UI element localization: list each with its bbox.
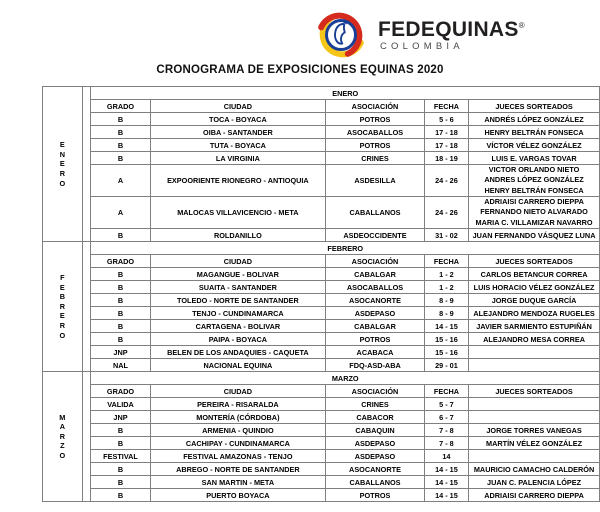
cell-ciudad: PUERTO BOYACA — [150, 489, 326, 502]
schedule-table — [42, 86, 600, 502]
table-row[interactable] — [43, 139, 600, 152]
cell-asociacion: POTROS — [326, 139, 425, 152]
cell-jueces: CARLOS BETANCUR CORREA — [469, 268, 600, 281]
cell-jueces: LUIS HORACIO VÉLEZ GONZÁLEZ — [469, 281, 600, 294]
cell-grado: NAL — [91, 359, 150, 372]
cell-grado: B — [91, 320, 150, 333]
judge-name: ADRIAISI CARRERO DIEPPA — [484, 197, 584, 207]
fedequinas-logo — [310, 12, 525, 58]
cell-fecha: 1 - 2 — [424, 268, 468, 281]
table-row[interactable] — [43, 165, 600, 197]
schedule-sheet — [42, 86, 600, 502]
column-header-ciudad: CIUDAD — [150, 100, 326, 113]
table-row[interactable] — [43, 113, 600, 126]
cell-jueces: ALEJANDRO MENDOZA RUGELES — [469, 307, 600, 320]
cell-fecha: 7 - 8 — [424, 424, 468, 437]
schedule-table-body — [43, 87, 600, 502]
month-side-label-marzo — [43, 372, 83, 502]
month-side-label-febrero — [43, 242, 83, 372]
table-row[interactable] — [43, 229, 600, 242]
cell-fecha: 24 - 26 — [424, 197, 468, 229]
month-banner-marzo: MARZO — [91, 372, 600, 385]
cell-asociacion: ASOCABALLOS — [326, 281, 425, 294]
table-row[interactable] — [43, 463, 600, 476]
table-row[interactable] — [43, 346, 600, 359]
cell-grado: B — [91, 489, 150, 502]
cell-asociacion: CABALLANOS — [326, 197, 425, 229]
table-row[interactable] — [43, 197, 600, 229]
grid-gutter — [82, 242, 91, 372]
cell-jueces — [469, 346, 600, 359]
column-header-jueces: JUECES SORTEADOS — [469, 385, 600, 398]
cell-fecha: 1 - 2 — [424, 281, 468, 294]
cell-fecha: 24 - 26 — [424, 165, 468, 197]
table-row[interactable] — [43, 424, 600, 437]
cell-fecha: 15 - 16 — [424, 346, 468, 359]
cell-grado: VALIDA — [91, 398, 150, 411]
table-row[interactable] — [43, 268, 600, 281]
cell-fecha: 31 - 02 — [424, 229, 468, 242]
cell-jueces: JUAN C. PALENCIA LÓPEZ — [469, 476, 600, 489]
column-header-jueces: JUECES SORTEADOS — [469, 100, 600, 113]
cell-ciudad: PAIPA - BOYACA — [150, 333, 326, 346]
table-row[interactable] — [43, 281, 600, 294]
cell-jueces: JORGE TORRES VANEGAS — [469, 424, 600, 437]
cell-ciudad: MALOCAS VILLAVICENCIO - META — [150, 197, 326, 229]
cell-jueces — [469, 398, 600, 411]
column-header-row — [43, 255, 600, 268]
column-header-fecha: FECHA — [424, 385, 468, 398]
cell-grado: B — [91, 113, 150, 126]
table-row[interactable] — [43, 489, 600, 502]
cell-fecha: 5 - 6 — [424, 113, 468, 126]
cell-ciudad: BELEN DE LOS ANDAQUIES - CAQUETA — [150, 346, 326, 359]
judge-name: MARIA C. VILLAMIZAR NAVARRO — [475, 217, 593, 227]
cell-jueces — [469, 165, 600, 197]
cell-asociacion: ASDEOCCIDENTE — [326, 229, 425, 242]
month-side-label-text: M A R Z O — [59, 412, 66, 461]
cell-fecha: 14 — [424, 450, 468, 463]
cell-ciudad: FESTIVAL AMAZONAS - TENJO — [150, 450, 326, 463]
cell-fecha: 6 - 7 — [424, 411, 468, 424]
cell-grado: B — [91, 476, 150, 489]
cell-fecha: 8 - 9 — [424, 307, 468, 320]
horse-head-in-tricolor-circle-icon — [310, 12, 372, 58]
column-header-asociacion: ASOCIACIÓN — [326, 100, 425, 113]
cell-fecha: 14 - 15 — [424, 463, 468, 476]
table-row[interactable] — [43, 411, 600, 424]
month-banner-row — [43, 87, 600, 100]
cell-ciudad: LA VIRGINIA — [150, 152, 326, 165]
table-row[interactable] — [43, 126, 600, 139]
cell-jueces: JUAN FERNANDO VÁSQUEZ LUNA — [469, 229, 600, 242]
cell-ciudad: ARMENIA - QUINDIO — [150, 424, 326, 437]
cell-jueces: ANDRÉS LÓPEZ GONZÁLEZ — [469, 113, 600, 126]
cell-asociacion: CABACOR — [326, 411, 425, 424]
cell-grado: FESTIVAL — [91, 450, 150, 463]
registered-mark: ® — [518, 20, 525, 30]
cell-grado: JNP — [91, 346, 150, 359]
cell-jueces — [469, 197, 600, 229]
cell-fecha: 15 - 16 — [424, 333, 468, 346]
cell-fecha: 17 - 18 — [424, 126, 468, 139]
cell-asociacion: CRINES — [326, 398, 425, 411]
table-row[interactable] — [43, 320, 600, 333]
cell-ciudad: TOLEDO - NORTE DE SANTANDER — [150, 294, 326, 307]
cell-asociacion: ACABACA — [326, 346, 425, 359]
column-header-ciudad: CIUDAD — [150, 255, 326, 268]
cell-jueces: ADRIAISI CARRERO DIEPPA — [469, 489, 600, 502]
cell-jueces — [469, 450, 600, 463]
cell-fecha: 18 - 19 — [424, 152, 468, 165]
cell-grado: B — [91, 333, 150, 346]
table-row[interactable] — [43, 437, 600, 450]
cell-grado: B — [91, 294, 150, 307]
cell-grado: B — [91, 424, 150, 437]
cell-jueces: HENRY BELTRÁN FONSECA — [469, 126, 600, 139]
cell-asociacion: ASDEPASO — [326, 450, 425, 463]
grid-gutter — [82, 87, 91, 242]
table-row[interactable] — [43, 476, 600, 489]
month-side-label-text: E N E R O — [59, 140, 66, 188]
cell-grado: A — [91, 197, 150, 229]
cell-jueces: JORGE DUQUE GARCÍA — [469, 294, 600, 307]
cell-ciudad: CARTAGENA - BOLIVAR — [150, 320, 326, 333]
cell-grado: B — [91, 307, 150, 320]
cell-ciudad: PEREIRA - RISARALDA — [150, 398, 326, 411]
brand-header — [0, 8, 600, 62]
grid-gutter — [82, 372, 91, 502]
month-banner-row — [43, 372, 600, 385]
cell-jueces: JAVIER SARMIENTO ESTUPIÑÁN — [469, 320, 600, 333]
month-banner-febrero: FEBRERO — [91, 242, 600, 255]
column-header-grado: GRADO — [91, 385, 150, 398]
month-side-label-enero — [43, 87, 83, 242]
cell-grado: B — [91, 152, 150, 165]
judge-name: VICTOR ORLANDO NIETO — [488, 165, 580, 174]
cell-asociacion: POTROS — [326, 113, 425, 126]
cell-grado: B — [91, 229, 150, 242]
column-header-asociacion: ASOCIACIÓN — [326, 385, 425, 398]
cell-asociacion: ASOCANORTE — [326, 463, 425, 476]
cell-asociacion: POTROS — [326, 489, 425, 502]
cell-jueces: MAURICIO CAMACHO CALDERÓN — [469, 463, 600, 476]
table-row[interactable] — [43, 359, 600, 372]
column-header-fecha: FECHA — [424, 255, 468, 268]
cell-ciudad: MAGANGUE - BOLIVAR — [150, 268, 326, 281]
cell-asociacion: ASDEPASO — [326, 437, 425, 450]
cell-ciudad: SUAITA - SANTANDER — [150, 281, 326, 294]
table-row[interactable] — [43, 152, 600, 165]
table-row[interactable] — [43, 398, 600, 411]
cell-jueces — [469, 411, 600, 424]
cell-jueces: LUIS E. VARGAS TOVAR — [469, 152, 600, 165]
cell-jueces — [469, 359, 600, 372]
cell-asociacion: ASDESILLA — [326, 165, 425, 197]
column-header-ciudad: CIUDAD — [150, 385, 326, 398]
cell-fecha: 14 - 15 — [424, 476, 468, 489]
cell-ciudad: EXPOORIENTE RIONEGRO - ANTIOQUIA — [150, 165, 326, 197]
column-header-jueces: JUECES SORTEADOS — [469, 255, 600, 268]
cell-ciudad: OIBA - SANTANDER — [150, 126, 326, 139]
cell-fecha: 8 - 9 — [424, 294, 468, 307]
brand-country: COLOMBIA — [380, 40, 464, 52]
cell-jueces: ALEJANDRO MESA CORREA — [469, 333, 600, 346]
cell-ciudad: ROLDANILLO — [150, 229, 326, 242]
judge-name: HENRY BELTRÁN FONSECA — [484, 185, 584, 195]
cell-asociacion: CRINES — [326, 152, 425, 165]
cell-ciudad: ABREGO - NORTE DE SANTANDER — [150, 463, 326, 476]
cell-grado: B — [91, 268, 150, 281]
cell-jueces: MARTÍN VÉLEZ GONZÁLEZ — [469, 437, 600, 450]
cell-fecha: 29 - 01 — [424, 359, 468, 372]
cell-asociacion: POTROS — [326, 333, 425, 346]
cell-asociacion: CABALLANOS — [326, 476, 425, 489]
column-header-row — [43, 385, 600, 398]
cell-ciudad: CACHIPAY - CUNDINAMARCA — [150, 437, 326, 450]
cell-fecha: 5 - 7 — [424, 398, 468, 411]
cell-ciudad: TUTA - BOYACA — [150, 139, 326, 152]
cell-grado: B — [91, 126, 150, 139]
cell-asociacion: CABALGAR — [326, 268, 425, 281]
cell-fecha: 7 - 8 — [424, 437, 468, 450]
table-row[interactable] — [43, 294, 600, 307]
column-header-row — [43, 100, 600, 113]
judge-name: FERNANDO NIETO ALVARADO — [480, 207, 588, 217]
cell-ciudad: MONTERÍA (CÓRDOBA) — [150, 411, 326, 424]
column-header-grado: GRADO — [91, 255, 150, 268]
month-side-label-text: F E B R E R O — [59, 272, 66, 340]
cell-ciudad: SAN MARTIN - META — [150, 476, 326, 489]
column-header-asociacion: ASOCIACIÓN — [326, 255, 425, 268]
column-header-grado: GRADO — [91, 100, 150, 113]
month-banner-enero: ENERO — [91, 87, 600, 100]
cell-asociacion: ASDEPASO — [326, 307, 425, 320]
table-row[interactable] — [43, 307, 600, 320]
cell-grado: JNP — [91, 411, 150, 424]
cell-grado: B — [91, 463, 150, 476]
cell-asociacion: ASOCABALLOS — [326, 126, 425, 139]
cell-asociacion: CABALGAR — [326, 320, 425, 333]
brand-name: FEDEQUINAS — [378, 17, 519, 41]
cell-grado: B — [91, 437, 150, 450]
table-row[interactable] — [43, 333, 600, 346]
cell-ciudad: TOCA - BOYACA — [150, 113, 326, 126]
cell-asociacion: ASOCANORTE — [326, 294, 425, 307]
cell-fecha: 14 - 15 — [424, 320, 468, 333]
column-header-fecha: FECHA — [424, 100, 468, 113]
cell-fecha: 14 - 15 — [424, 489, 468, 502]
cell-fecha: 17 - 18 — [424, 139, 468, 152]
cell-grado: A — [91, 165, 150, 197]
table-row[interactable] — [43, 450, 600, 463]
cell-ciudad: TENJO - CUNDINAMARCA — [150, 307, 326, 320]
judge-name: ANDRES LÓPEZ GONZÁLEZ — [484, 175, 584, 185]
cell-jueces: VÍCTOR VÉLEZ GONZÁLEZ — [469, 139, 600, 152]
page-title: CRONOGRAMA DE EXPOSICIONES EQUINAS 2020 — [156, 64, 444, 76]
cell-asociacion: CABAQUIN — [326, 424, 425, 437]
month-banner-row — [43, 242, 600, 255]
cell-ciudad: NACIONAL EQUINA — [150, 359, 326, 372]
cell-grado: B — [91, 281, 150, 294]
cell-grado: B — [91, 139, 150, 152]
cell-asociacion: FDQ-ASD-ABA — [326, 359, 425, 372]
